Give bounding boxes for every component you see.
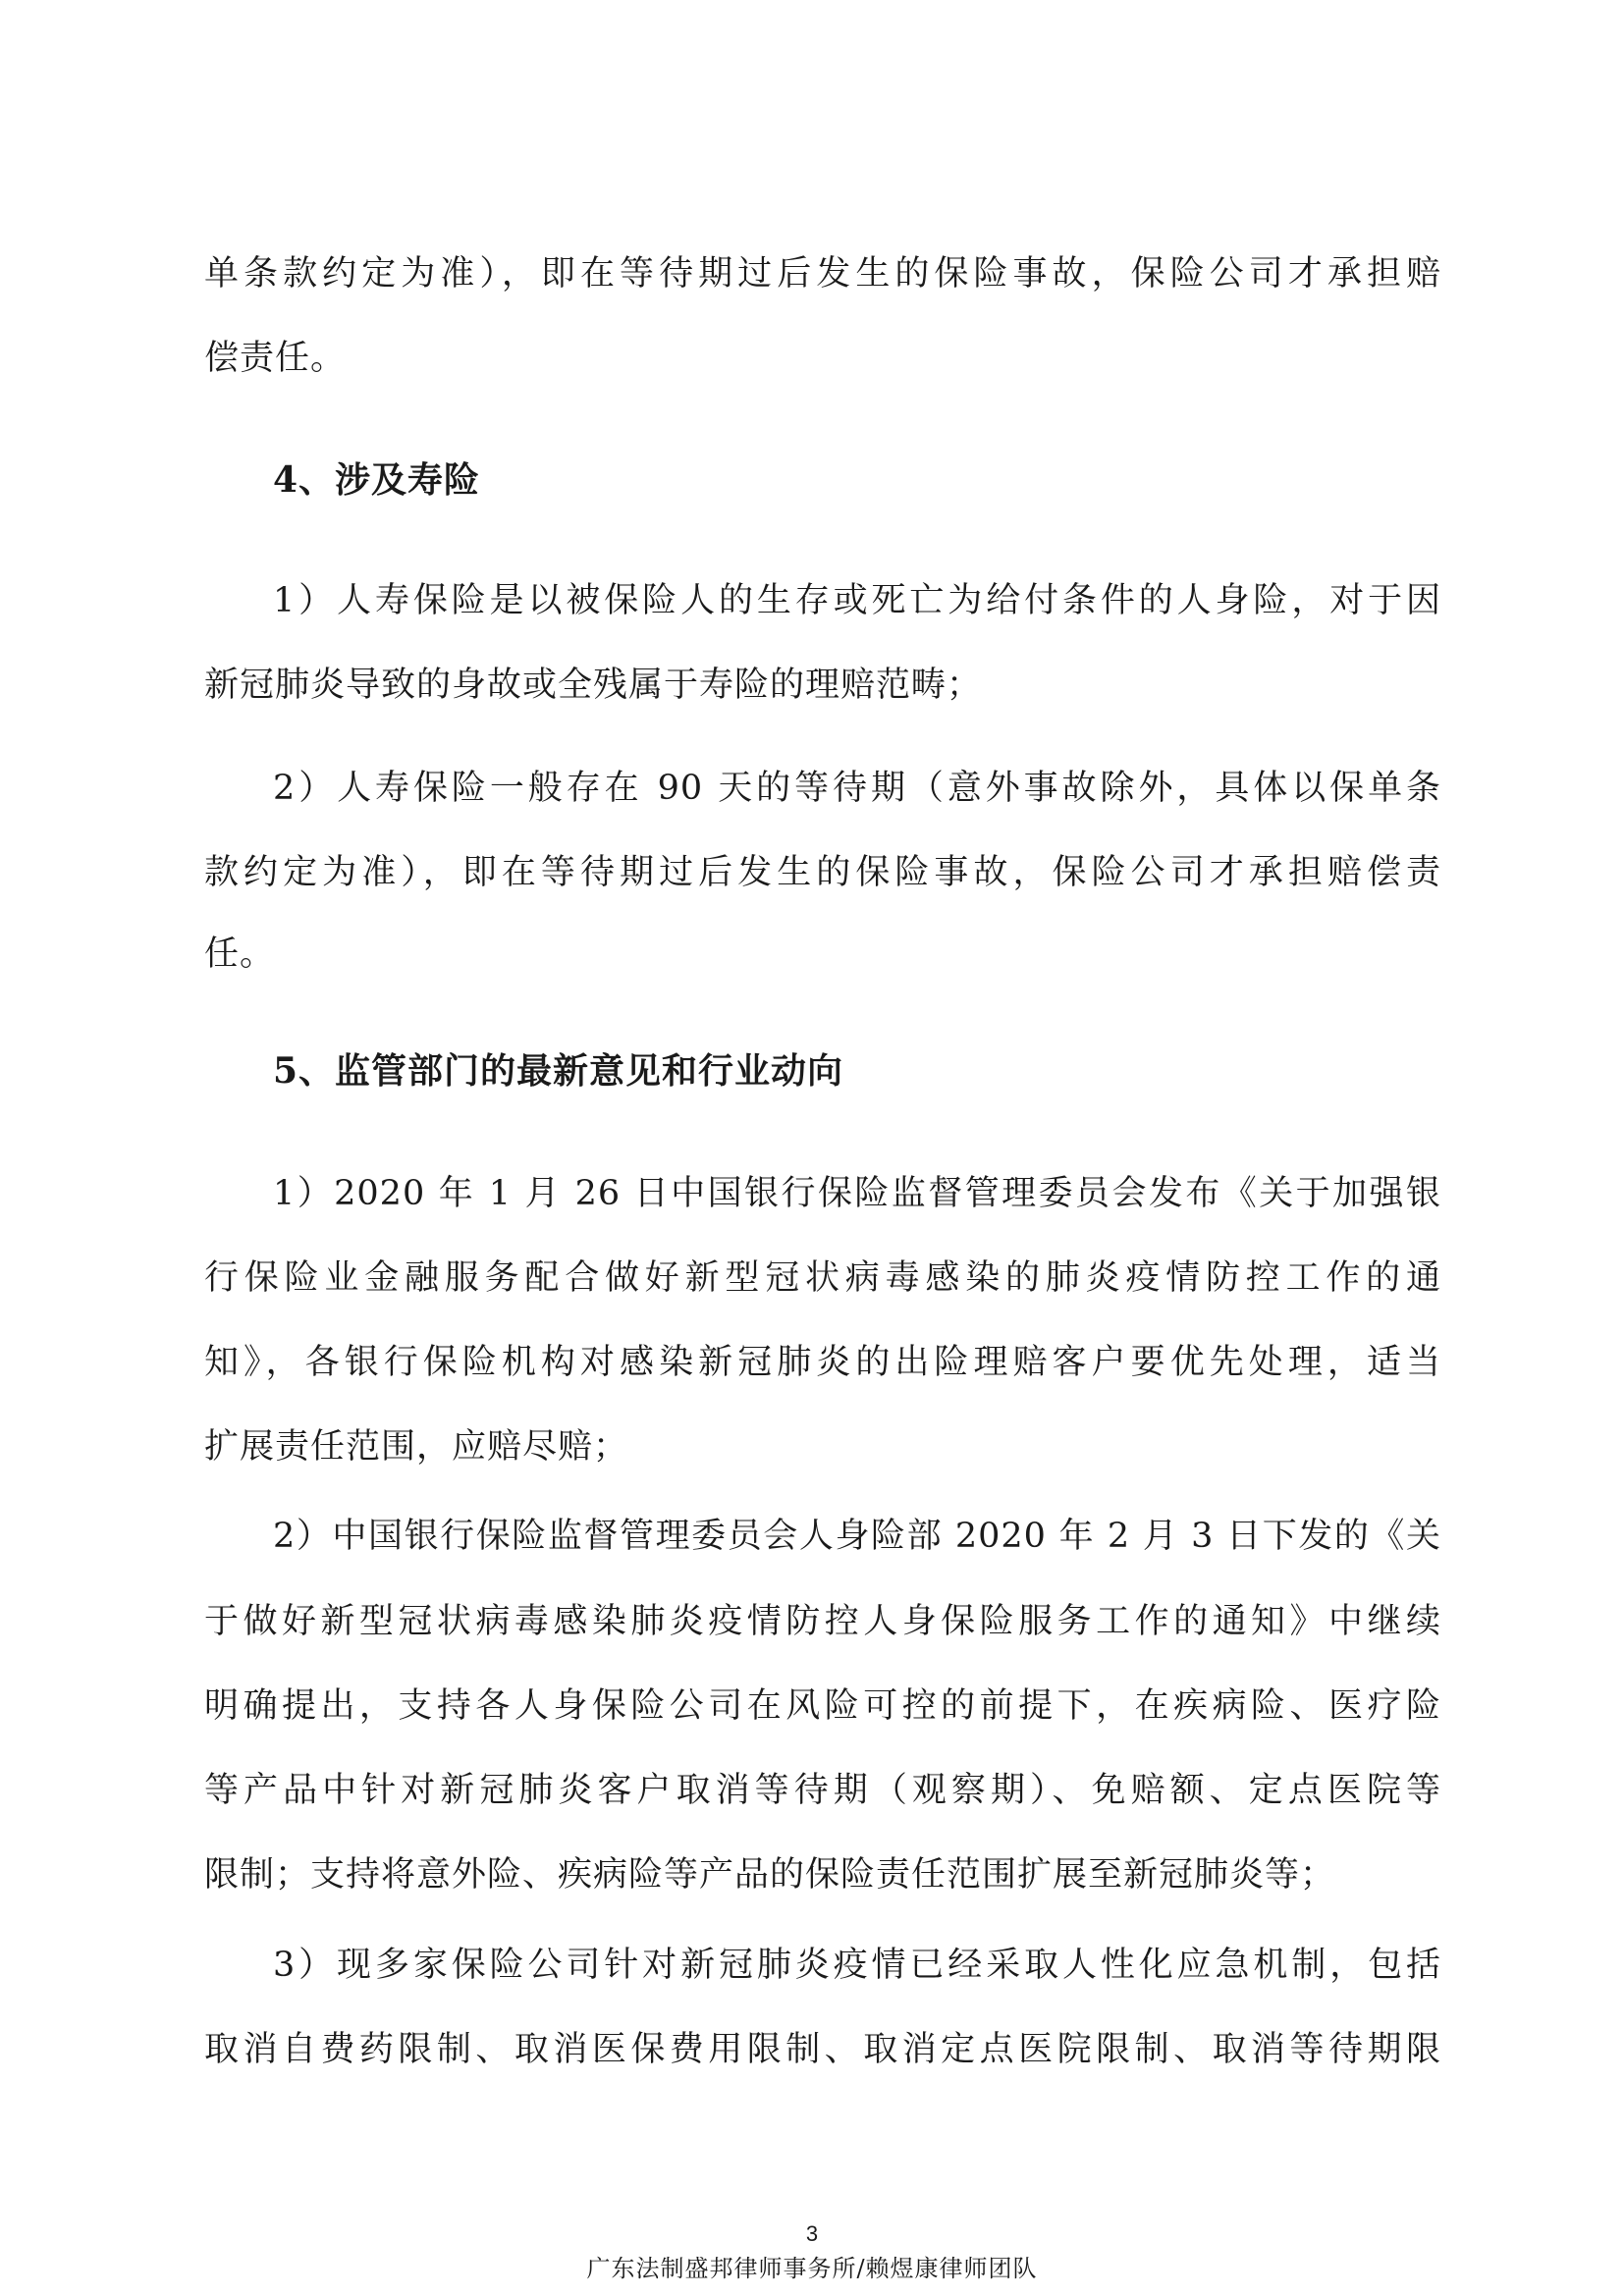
- section-heading-4: 4、涉及寿险: [273, 459, 481, 501]
- body-line: 款约定为准），即在等待期过后发生的保险事故，保险公司才承担赔偿责: [204, 853, 1441, 892]
- body-line: 2）中国银行保险监督管理委员会人身险部 2020 年 2 月 3 日下发的《关: [273, 1517, 1441, 1556]
- body-line: 1）人寿保险是以被保险人的生存或死亡为给付条件的人身险，对于因: [273, 581, 1441, 620]
- body-line: 任。: [204, 934, 276, 974]
- body-line: 扩展责任范围，应赔尽赔；: [204, 1427, 629, 1467]
- body-line: 取消自费药限制、取消医保费用限制、取消定点医院限制、取消等待期限: [204, 2030, 1441, 2069]
- section-heading-5: 5、监管部门的最新意见和行业动向: [273, 1050, 844, 1092]
- body-line: 行保险业金融服务配合做好新型冠状病毒感染的肺炎疫情防控工作的通: [204, 1258, 1441, 1298]
- body-line: 偿责任。: [204, 339, 347, 378]
- footer-firm-name: 广东法制盛邦律师事务所/赖煜康律师团队: [586, 2255, 1038, 2282]
- body-line: 于做好新型冠状病毒感染肺炎疫情防控人身保险服务工作的通知》中继续: [204, 1602, 1441, 1641]
- page-number: 3: [805, 2221, 819, 2246]
- body-line: 2）人寿保险一般存在 90 天的等待期（意外事故除外，具体以保单条: [273, 769, 1441, 808]
- body-line: 3）现多家保险公司针对新冠肺炎疫情已经采取人性化应急机制，包括: [273, 1946, 1441, 1985]
- body-line: 限制；支持将意外险、疾病险等产品的保险责任范围扩展至新冠肺炎等；: [204, 1855, 1336, 1895]
- body-line: 等产品中针对新冠肺炎客户取消等待期（观察期）、免赔额、定点医院等: [204, 1771, 1441, 1810]
- body-line: 新冠肺炎导致的身故或全残属于寿险的理赔范畴；: [204, 666, 983, 705]
- body-line: 1）2020 年 1 月 26 日中国银行保险监督管理委员会发布《关于加强银: [273, 1174, 1441, 1213]
- body-line: 单条款约定为准），即在等待期过后发生的保险事故，保险公司才承担赔: [204, 254, 1441, 294]
- body-line: 知》，各银行保险机构对感染新冠肺炎的出险理赔客户要优先处理，适当: [204, 1343, 1441, 1382]
- body-line: 明确提出，支持各人身保险公司在风险可控的前提下，在疾病险、医疗险: [204, 1686, 1441, 1726]
